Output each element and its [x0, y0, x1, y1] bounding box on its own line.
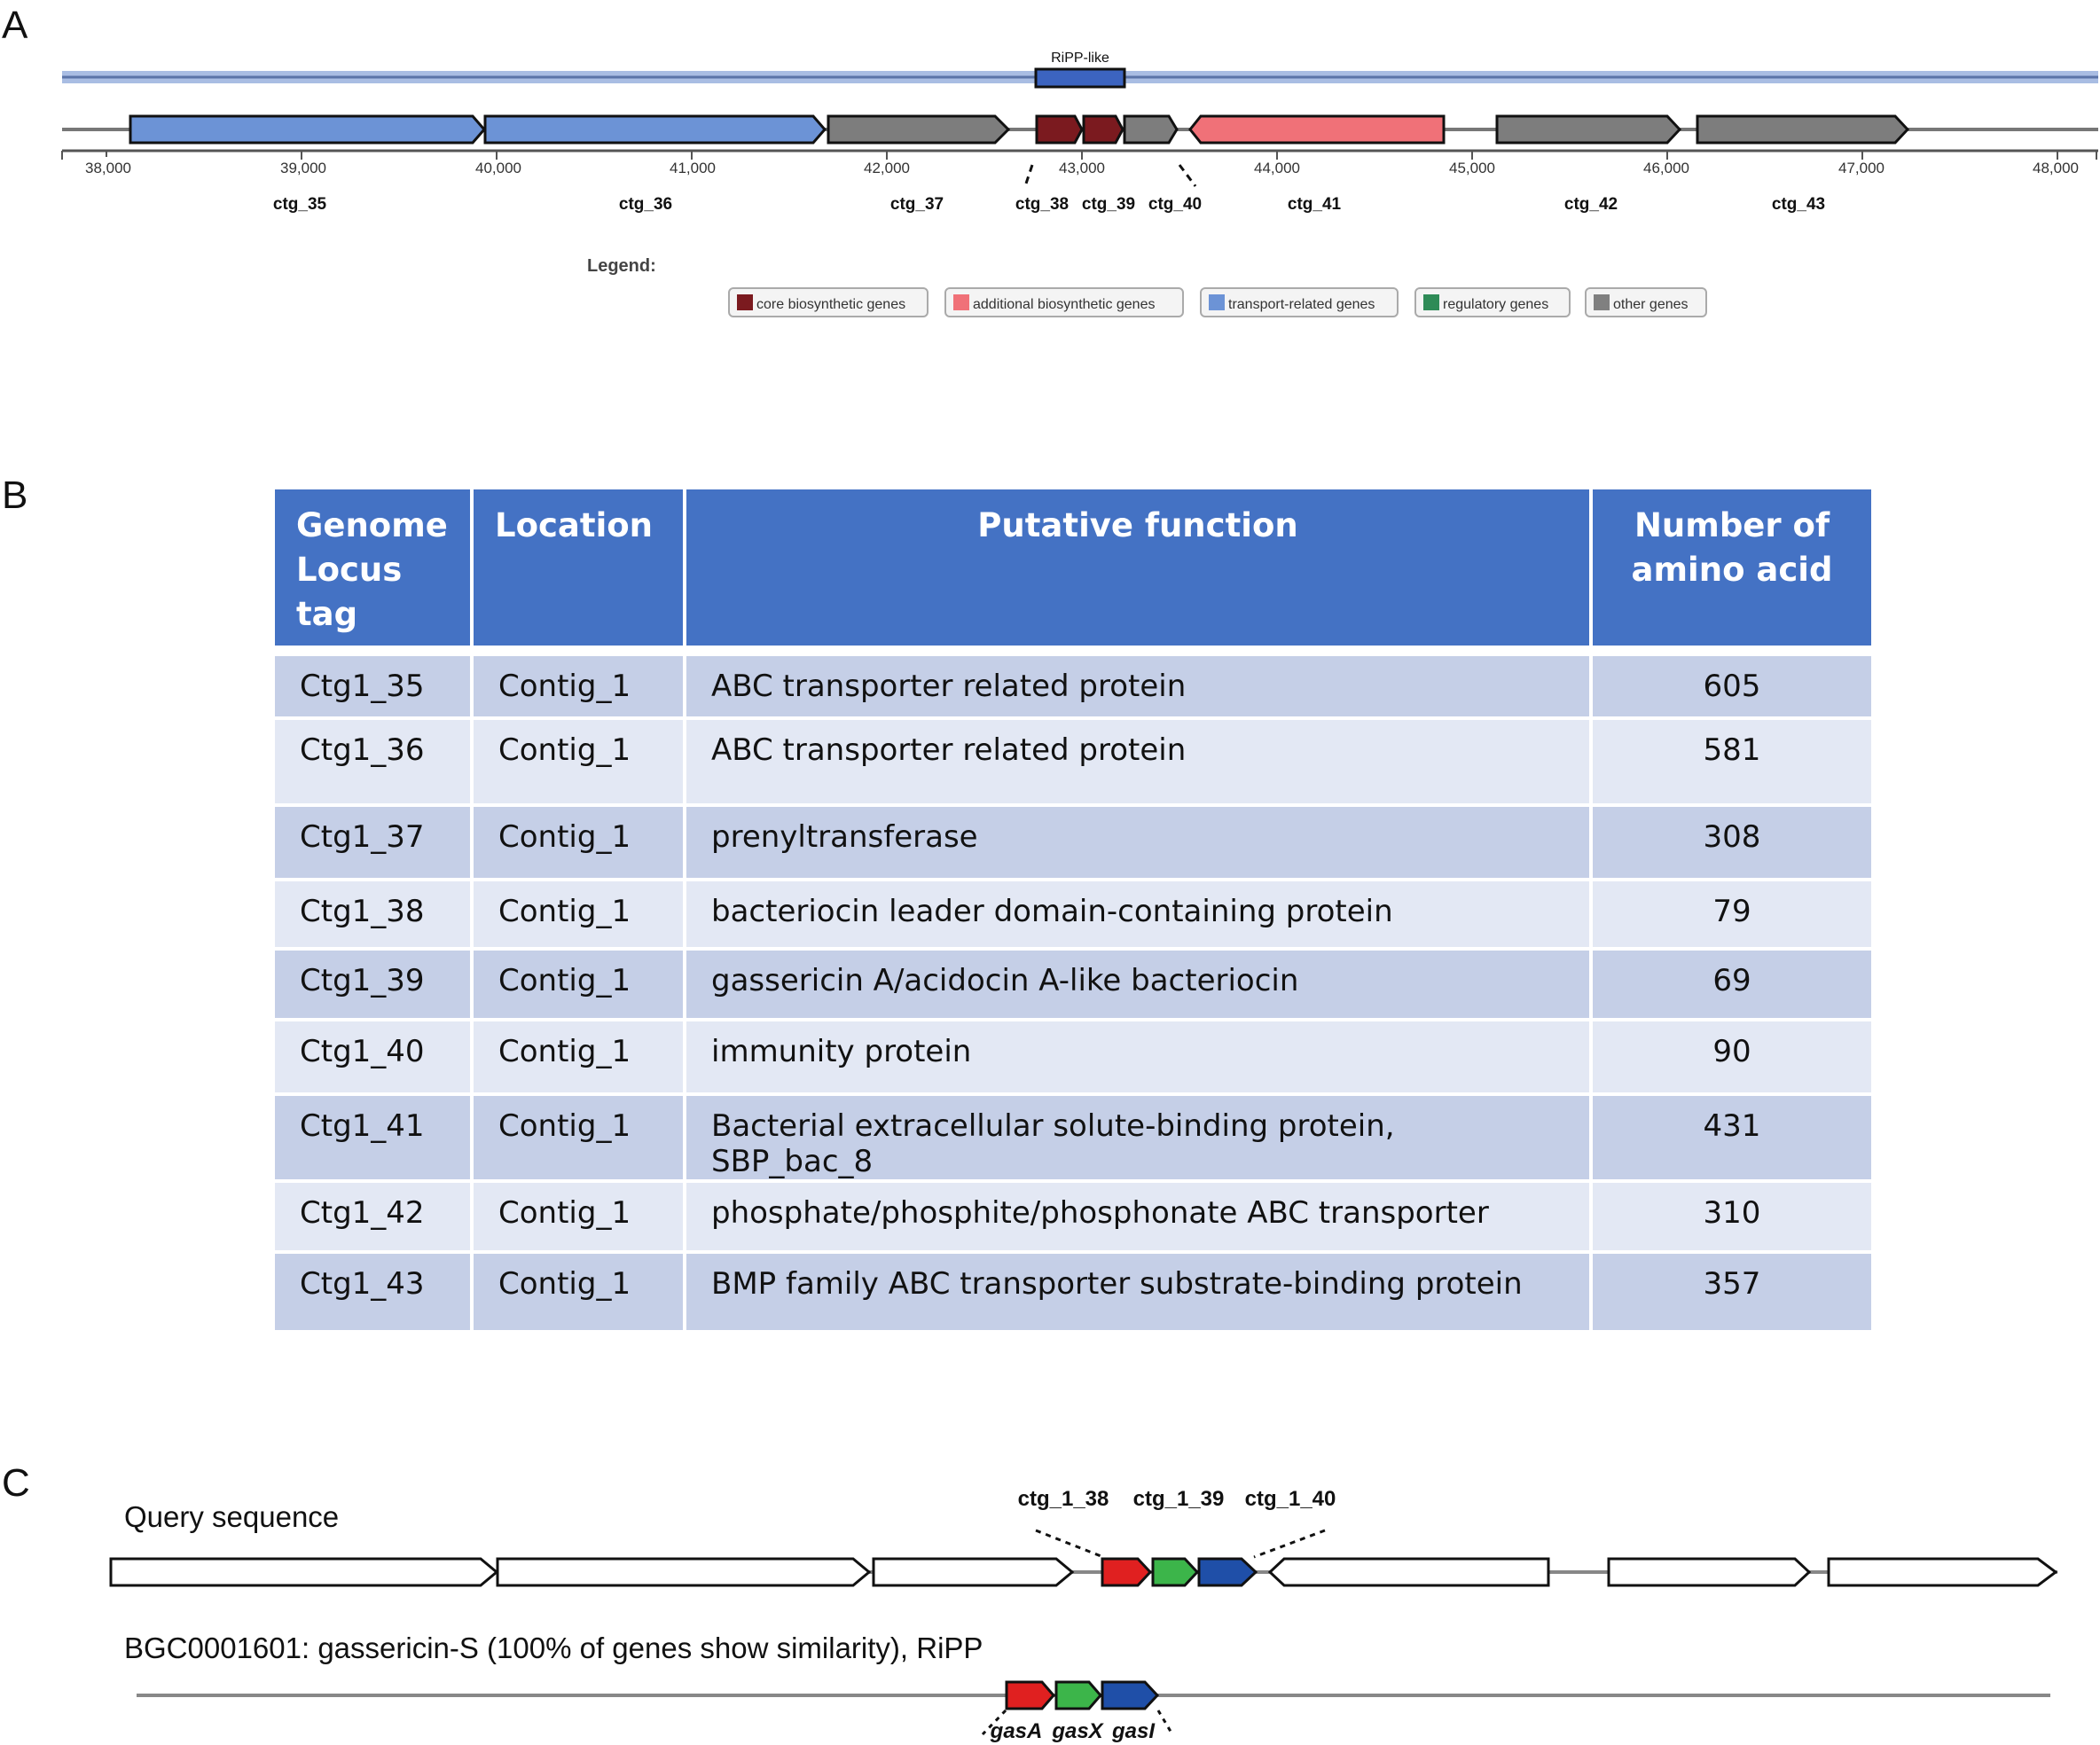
gene-arrow-ctg36[interactable]	[485, 116, 825, 143]
panel-letter-b: B	[2, 473, 28, 517]
legend-label-core: core biosynthetic genes	[756, 297, 906, 312]
cell-function: gassericin A/acidocin A-like bacteriocin	[711, 963, 1299, 998]
cell-function: phosphate/phosphite/phosphonate ABC transporter	[711, 1195, 1489, 1231]
query-gene-7[interactable]	[1829, 1559, 2056, 1585]
gene-label-ctg37: ctg_37	[889, 195, 944, 214]
panel-a-gene-map	[0, 0, 2100, 372]
query-gene-ctg-1-40[interactable]	[1199, 1559, 1256, 1585]
cell-locus-tag: Ctg1_40	[300, 1034, 425, 1069]
tick-38000: 38,000	[85, 160, 131, 176]
gene-annotation-table	[271, 486, 1875, 1334]
cell-function: bacteriocin leader domain-containing protein	[711, 894, 1393, 929]
tick-46000: 46,000	[1643, 160, 1689, 176]
gene-arrow-ctg37[interactable]	[828, 116, 1008, 143]
table-row	[275, 1254, 1871, 1330]
tick-45000: 45,000	[1449, 160, 1495, 176]
cell-amino-acids: 308	[1703, 819, 1761, 855]
query-gene-labels	[1018, 1487, 1336, 1511]
cell-amino-acids: 431	[1703, 1108, 1761, 1144]
gene-arrow-ctg38[interactable]	[1037, 116, 1082, 143]
ripp-region-label: RiPP-like	[1051, 51, 1109, 66]
gene-label-ctg38: ctg_38	[1015, 195, 1070, 214]
header-amino-acid-count: Number of amino acid	[1593, 489, 1871, 646]
cell-locus-tag: Ctg1_38	[300, 894, 425, 929]
leader-ctg40	[1179, 165, 1195, 186]
table-row	[275, 1096, 1871, 1179]
panel-c-cluster-comparison	[0, 1461, 2100, 1745]
table-header-row	[275, 489, 1871, 646]
table-row	[275, 1021, 1871, 1092]
query-sequence-label: Query sequence	[124, 1500, 340, 1533]
connector-gasI	[1158, 1710, 1172, 1734]
cell-location: Contig_1	[498, 669, 631, 704]
panel-letter-c: C	[2, 1461, 30, 1505]
cell-amino-acids: 69	[1712, 963, 1751, 998]
reference-gene-labels	[990, 1719, 1156, 1743]
tick-48000: 48,000	[2033, 160, 2079, 176]
header-location: Location	[474, 489, 683, 646]
leader-ctg38	[1025, 165, 1032, 186]
reference-gene-gasX[interactable]	[1056, 1682, 1101, 1709]
table-row	[275, 720, 1871, 803]
cell-location: Contig_1	[498, 963, 631, 998]
header-locus-tag: Genome Locus tag	[275, 489, 470, 646]
legend-label-additional: additional biosynthetic genes	[973, 297, 1156, 312]
gene-arrow-ctg41[interactable]	[1190, 116, 1444, 143]
reference-label-gasX: gasX	[1052, 1719, 1103, 1743]
legend-item-additional[interactable]	[945, 288, 1183, 317]
cell-location: Contig_1	[498, 894, 631, 929]
legend-swatch-additional	[953, 294, 969, 310]
gene-arrow-ctg42[interactable]	[1497, 116, 1680, 143]
gene-arrow-ctg35[interactable]	[130, 116, 484, 143]
query-label-ctg-1-38: ctg_1_38	[1017, 1487, 1109, 1511]
panel-letter-a: A	[2, 4, 28, 47]
cell-function: immunity protein	[711, 1034, 972, 1069]
tick-42000: 42,000	[864, 160, 910, 176]
cell-function: BMP family ABC transporter substrate-binding protein	[711, 1266, 1523, 1302]
connector-ctg-1-40	[1254, 1530, 1325, 1557]
query-gene-1[interactable]	[111, 1559, 497, 1585]
table-row	[275, 656, 1871, 716]
cell-location: Contig_1	[498, 1108, 631, 1144]
cell-function: ABC transporter related protein	[711, 669, 1187, 704]
reference-gene-gasA[interactable]	[1007, 1682, 1054, 1709]
legend-swatch-regulatory	[1423, 294, 1439, 310]
tick-47000: 47,000	[1838, 160, 1885, 176]
cell-function: ABC transporter related protein	[711, 732, 1187, 768]
cell-amino-acids: 581	[1703, 732, 1761, 768]
tick-40000: 40,000	[475, 160, 521, 176]
legend-item-core[interactable]	[729, 288, 928, 317]
cell-function: Bacterial extracellular solute-binding protein, SBP_bac_8	[711, 1108, 1395, 1179]
cell-locus-tag: Ctg1_42	[300, 1195, 425, 1231]
gene-label-ctg39: ctg_39	[1081, 195, 1136, 214]
query-gene-ctg-1-39[interactable]	[1153, 1559, 1197, 1585]
query-gene-3[interactable]	[874, 1559, 1072, 1585]
cell-amino-acids: 79	[1712, 894, 1751, 929]
gene-arrow-ctg43[interactable]	[1697, 116, 1908, 143]
reference-label-gasI: gasI	[1111, 1719, 1156, 1743]
tick-43000: 43,000	[1059, 160, 1105, 176]
cell-amino-acids: 357	[1703, 1266, 1761, 1302]
legend-label-regulatory: regulatory genes	[1443, 297, 1549, 312]
gene-arrow-ctg40[interactable]	[1124, 116, 1177, 143]
cell-location: Contig_1	[498, 1195, 631, 1231]
query-label-ctg-1-39: ctg_1_39	[1132, 1487, 1225, 1511]
cell-function: prenyltransferase	[711, 819, 978, 855]
reference-cluster-label: BGC0001601: gassericin-S (100% of genes show similarity), RiPP	[124, 1632, 983, 1664]
query-gene-5[interactable]	[1270, 1559, 1548, 1585]
legend-label-other: other genes	[1613, 297, 1689, 312]
gene-label-ctg36: ctg_36	[618, 195, 673, 214]
legend-swatch-transport	[1209, 294, 1225, 310]
query-gene-2[interactable]	[498, 1559, 869, 1585]
legend-label-transport: transport-related genes	[1228, 297, 1375, 312]
table-row	[275, 881, 1871, 947]
tick-41000: 41,000	[670, 160, 716, 176]
gene-label-ctg35: ctg_35	[272, 195, 327, 214]
query-gene-ctg-1-38[interactable]	[1102, 1559, 1150, 1585]
cell-locus-tag: Ctg1_39	[300, 963, 425, 998]
cell-amino-acids: 310	[1703, 1195, 1761, 1231]
gene-label-ctg40: ctg_40	[1148, 195, 1203, 214]
tick-44000: 44,000	[1254, 160, 1300, 176]
table-row	[275, 807, 1871, 878]
cell-locus-tag: Ctg1_41	[300, 1108, 425, 1144]
gene-label-ctg43: ctg_43	[1771, 195, 1826, 214]
cell-locus-tag: Ctg1_43	[300, 1266, 425, 1302]
header-putative-function: Putative function	[686, 489, 1589, 646]
cell-location: Contig_1	[498, 1266, 631, 1302]
cell-locus-tag: Ctg1_36	[300, 732, 425, 768]
tick-39000: 39,000	[280, 160, 326, 176]
table-row	[275, 951, 1871, 1018]
legend-swatch-other	[1594, 294, 1610, 310]
cell-location: Contig_1	[498, 732, 631, 768]
cell-locus-tag: Ctg1_35	[300, 669, 425, 704]
cell-amino-acids: 605	[1703, 669, 1761, 704]
cell-location: Contig_1	[498, 819, 631, 855]
cell-location: Contig_1	[498, 1034, 631, 1069]
legend-item-transport[interactable]	[1201, 288, 1398, 317]
reference-label-gasA: gasA	[990, 1719, 1043, 1743]
gene-arrow-ctg39[interactable]	[1084, 116, 1123, 143]
legend-item-other[interactable]	[1586, 288, 1706, 317]
cell-locus-tag: Ctg1_37	[300, 819, 425, 855]
legend-swatch-core	[737, 294, 753, 310]
connector-ctg-1-38	[1036, 1530, 1103, 1557]
gene-label-ctg42: ctg_42	[1563, 195, 1618, 214]
ripp-region-box[interactable]	[1036, 69, 1124, 87]
legend-title: Legend:	[587, 256, 656, 276]
gene-label-ctg41: ctg_41	[1287, 195, 1342, 214]
query-gene-6[interactable]	[1609, 1559, 1809, 1585]
gene-labels	[273, 195, 1825, 214]
table-row	[275, 1183, 1871, 1250]
axis-tick-labels	[85, 160, 2079, 176]
cell-amino-acids: 90	[1712, 1034, 1751, 1069]
reference-gene-gasI[interactable]	[1102, 1682, 1157, 1709]
query-label-ctg-1-40: ctg_1_40	[1244, 1487, 1336, 1511]
legend-item-regulatory[interactable]	[1415, 288, 1570, 317]
